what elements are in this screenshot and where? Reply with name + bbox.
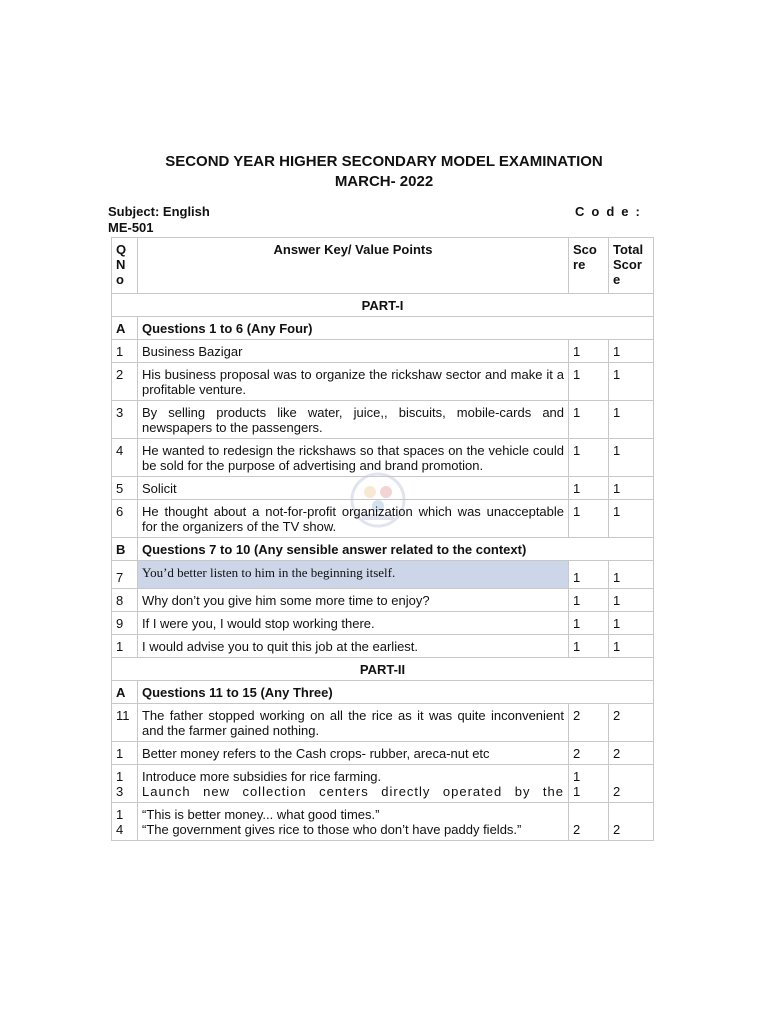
code-label: Code:: [575, 204, 647, 219]
section-label: A: [112, 317, 138, 340]
qno-cell: [112, 803, 138, 841]
title-line-2: MARCH- 2022: [334, 173, 434, 190]
part-row: [112, 294, 654, 317]
answer-line: “The government gives rice to those who don’t have paddy fields.”: [141, 822, 522, 837]
table-row: [112, 589, 654, 612]
answer-cell: Why don’t you give him some more time to enjoy?: [137, 589, 568, 612]
table-row: [112, 704, 654, 742]
qno-cell: 11: [112, 704, 138, 742]
score-cell: 1: [569, 401, 609, 439]
total-cell: 1: [608, 439, 653, 477]
total-cell: 2: [608, 742, 653, 765]
table-row: [112, 439, 654, 477]
score-cell: 1: [569, 363, 609, 401]
part-1-label: PART-I: [112, 294, 654, 317]
answer-cell: [137, 765, 568, 803]
qno-cell: 4: [112, 439, 138, 477]
total-cell: 1: [608, 401, 653, 439]
answer-cell: His business proposal was to organize the rickshaw sector and make it a profitable venture.: [137, 363, 568, 401]
score-line: 1: [573, 784, 581, 799]
qno-cell: 9: [112, 612, 138, 635]
answer-cell: Solicit: [137, 477, 568, 500]
total-value: 2: [612, 784, 621, 799]
table-row: [112, 401, 654, 439]
table-row: [112, 765, 654, 803]
total-cell: 1: [608, 363, 653, 401]
total-cell: 1: [608, 589, 653, 612]
table-row: [112, 612, 654, 635]
part-2-label: PART-II: [112, 658, 654, 681]
qno-cell: 2: [112, 363, 138, 401]
answer-cell: Business Bazigar: [137, 340, 568, 363]
total-cell: 1: [608, 500, 653, 538]
exam-title: [0, 152, 768, 192]
table-row: [112, 500, 654, 538]
qno-cell: 8: [112, 589, 138, 612]
answer-line: “This is better money... what good times.”: [141, 807, 380, 822]
section-row: [112, 681, 654, 704]
qno-cell: 5: [112, 477, 138, 500]
total-cell: [608, 803, 653, 841]
section-label: B: [112, 538, 138, 561]
table-row: [112, 363, 654, 401]
score-cell: 1: [569, 561, 609, 589]
answer-cell: By selling products like water, juice,, biscuits, mobile-cards and newspapers to the passengers.: [137, 401, 568, 439]
table-row: [112, 477, 654, 500]
answer-cell: The father stopped working on all the rice as it was quite inconvenient and the farmer gained nothing.: [137, 704, 568, 742]
answer-cell: He thought about a not-for-profit organization which was unacceptable for the organizers of the TV show.: [137, 500, 568, 538]
section-title: Questions 7 to 10 (Any sensible answer related to the context): [137, 538, 653, 561]
table-row: [112, 561, 654, 589]
table-row: [112, 742, 654, 765]
qno-cell: 1: [112, 340, 138, 363]
code-value: ME-501: [108, 220, 154, 235]
answer-cell: Better money refers to the Cash crops- rubber, areca-nut etc: [137, 742, 568, 765]
qno-line: 4: [116, 822, 124, 837]
highlighted-answer-cell: You’d better listen to him in the beginning itself.: [137, 561, 568, 589]
total-cell: 1: [608, 612, 653, 635]
title-line-1: SECOND YEAR HIGHER SECONDARY MODEL EXAMINATION: [165, 153, 603, 170]
answer-line: Launch new collection centers directly operated by the: [141, 784, 565, 799]
qno-line: 1: [116, 769, 124, 784]
header-answer: Answer Key/ Value Points: [137, 238, 568, 294]
header-score: Sco re: [569, 238, 609, 294]
score-cell: 1: [569, 439, 609, 477]
section-title: Questions 1 to 6 (Any Four): [137, 317, 653, 340]
score-cell: 1: [569, 340, 609, 363]
subject-label: Subject: English: [108, 204, 210, 219]
total-cell: 1: [608, 477, 653, 500]
score-cell: 1: [569, 477, 609, 500]
section-title: Questions 11 to 15 (Any Three): [137, 681, 653, 704]
qno-cell: 3: [112, 401, 138, 439]
score-line: 1: [573, 769, 581, 784]
score-cell: 2: [569, 704, 609, 742]
qno-cell: 1: [112, 635, 138, 658]
score-cell: [569, 765, 609, 803]
answer-line: Introduce more subsidies for rice farming.: [141, 769, 382, 784]
total-cell: 1: [608, 340, 653, 363]
answer-cell: He wanted to redesign the rickshaws so that spaces on the vehicle could be sold for the purpose of advertising and brand promotion.: [137, 439, 568, 477]
total-cell: 2: [608, 704, 653, 742]
answer-cell: If I were you, I would stop working there.: [137, 612, 568, 635]
header-qno: Q N o: [112, 238, 138, 294]
section-label: A: [112, 681, 138, 704]
section-row: [112, 317, 654, 340]
total-cell: 1: [608, 635, 653, 658]
table-row: [112, 340, 654, 363]
qno-line: 1: [116, 807, 124, 822]
qno-cell: 7: [112, 561, 138, 589]
answer-key-table: [111, 237, 654, 841]
table-header-row: [112, 238, 654, 294]
score-cell: 1: [569, 635, 609, 658]
total-cell: [608, 765, 653, 803]
score-cell: 1: [569, 612, 609, 635]
table-row: [112, 803, 654, 841]
score-cell: 2: [569, 742, 609, 765]
qno-line: 3: [116, 784, 124, 799]
qno-cell: 6: [112, 500, 138, 538]
score-cell: [569, 803, 609, 841]
qno-cell: 1: [112, 742, 138, 765]
total-cell: 1: [608, 561, 653, 589]
answer-cell: [137, 803, 568, 841]
score-value: 2: [573, 822, 581, 837]
answer-cell: I would advise you to quit this job at the earliest.: [137, 635, 568, 658]
section-row: [112, 538, 654, 561]
score-cell: 1: [569, 500, 609, 538]
part-row: [112, 658, 654, 681]
header-total: Total Scor e: [608, 238, 653, 294]
score-cell: 1: [569, 589, 609, 612]
table-row: [112, 635, 654, 658]
qno-cell: [112, 765, 138, 803]
total-value: 2: [612, 822, 621, 837]
